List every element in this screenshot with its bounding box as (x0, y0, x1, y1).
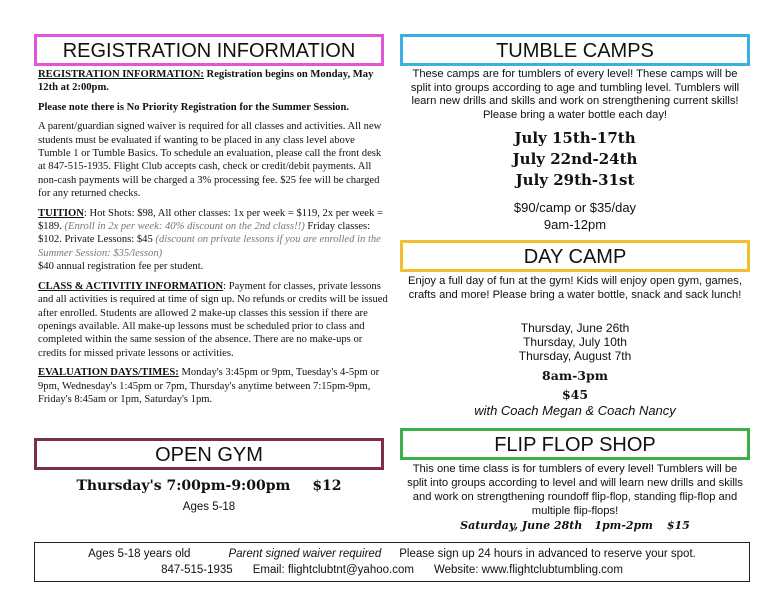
registration-text: Registration begins on Monday, May 12th at 2:00pm. (38, 69, 374, 94)
tuition-private-note: (discount on private lessons if you are enrolled in the Summer Session: $35/lesson) (38, 234, 381, 259)
tumble-camps-title: TUMBLE CAMPS (400, 34, 750, 66)
evaluation-label: EVALUATION DAYS/TIMES: (38, 367, 179, 379)
tuition-note: (Enroll in 2x per week: 40% discount on the 2nd class!!) (61, 221, 305, 233)
footer-line-1 (35, 546, 749, 562)
registration-title: REGISTRATION INFORMATION (34, 34, 384, 66)
day-camp-date: Thursday, July 10th (523, 335, 627, 349)
tumble-camps-description: These camps are for tumblers of every level! These camps will be split into groups according to age and tumbling level. Tumblers will learn new drills and skills and work on strengthening current skills! Please bring a water bottle each day! (410, 68, 740, 121)
day-camp-description: Enjoy a full day of fun at the gym! Kids will enjoy open gym, games, crafts and more! Please bring a water bottle, snack and sack lunch! (408, 275, 742, 301)
day-camp-time: 8am-3pm (542, 368, 608, 383)
footer-waiver: Parent signed waiver required (228, 548, 382, 560)
day-camp-coaches: with Coach Megan & Coach Nancy (474, 403, 676, 418)
tuition-text: : Hot Shots: $98, All other classes: 1x per week = $119, 2x per week = $189. (38, 207, 383, 233)
open-gym-time: Thursday's 7:00pm-9:00pm (76, 478, 291, 494)
class-info-label: CLASS & ACTIVITIY INFORMATION (38, 280, 224, 292)
annual-fee: $40 annual registration fee per student. (38, 261, 204, 273)
open-gym-title: OPEN GYM (34, 438, 384, 470)
tuition-label: TUITION (38, 207, 84, 219)
tumble-date: July 15th-17th (514, 129, 636, 147)
day-camp-time-price (402, 366, 748, 404)
day-camp-price: $45 (561, 387, 589, 402)
registration-label: REGISTRATION INFORMATION: (38, 69, 204, 80)
footer-ages: Ages 5-18 years old (88, 548, 191, 560)
registration-paragraph (38, 68, 388, 95)
tuition-friday: Friday classes: $102. Private Lessons: $45 (38, 221, 371, 246)
footer-info-box (34, 542, 750, 582)
priority-note: Please note there is No Priority Registration for the Summer Session. (38, 101, 349, 113)
footer-website: Website: www.flightclubtumbling.com (433, 564, 623, 576)
tumble-camps-dates (402, 128, 748, 191)
day-camp-date: Thursday, August 7th (518, 349, 632, 363)
open-gym-schedule (34, 476, 384, 496)
class-info-text: : Payment for classes, private lessons and all activities is required at time of sign up. No refunds or credits will be issued after enrolled. Students are allowed 2 make-up classes this session if there are openings available. All make-up lessons must be scheduled prior to class and completed within the same session of the absence. There are no make-ups or credits for missed private lessons or activities. (38, 280, 388, 359)
flip-flop-date: Saturday, June 28th (460, 519, 583, 532)
day-camp-dates (402, 321, 748, 363)
flip-flop-shop-description: This one time class is for tumblers of every level! Tumblers will be split into groups according to level and will learn new drills and skills and work on strengthening roundoff flip-flop, standing flip-flop and multiple flip-flops! (407, 463, 743, 517)
evaluation-text: Monday's 3:45pm or 9pm, Tuesday's 4-5pm or 9pm, Wednesday's 1:45pm or 7pm, Thursday's anytime between 7:15pm-9pm, Friday's 8:45am or 1pm, Saturday's 1pm. (38, 367, 380, 405)
open-gym-price: $12 (312, 478, 342, 494)
flip-flop-time: 1pm-2pm (594, 519, 653, 532)
tumble-price: $90/camp or $35/day (513, 200, 637, 215)
tuition-paragraph (38, 207, 388, 261)
registration-section (38, 68, 388, 412)
tumble-camps-pricing (402, 199, 748, 233)
footer-email: Email: flightclubtnt@yahoo.com (252, 564, 414, 576)
flip-flop-price: $15 (666, 519, 690, 532)
footer-signup: Please sign up 24 hours in advanced to reserve your spot. (399, 548, 696, 560)
flip-flop-shop-schedule (402, 519, 748, 533)
waiver-paragraph: A parent/guardian signed waiver is required for all classes and activities. All new students must be evaluated if wanting to be placed in any class level above Tumble 1 or Tumble Basics. To schedule an evaluation, please call the front desk at 847-515-1935. Flight Club accepts cash, check or credit/debit payments. All non-cash payments will be charged a 3% processing fee. $25 fee will be charged for any returned checks. (38, 121, 382, 200)
footer-phone: 847-515-1935 (161, 564, 233, 576)
footer-line-2 (35, 562, 749, 578)
flip-flop-shop-title: FLIP FLOP SHOP (400, 428, 750, 460)
tumble-time: 9am-12pm (543, 217, 607, 232)
tumble-date: July 29th-31st (515, 171, 635, 189)
day-camp-date: Thursday, June 26th (520, 321, 630, 335)
class-info-paragraph (38, 280, 388, 360)
tumble-date: July 22nd-24th (512, 150, 638, 168)
evaluation-paragraph (38, 366, 388, 406)
open-gym-ages: Ages 5-18 (182, 501, 236, 513)
day-camp-title: DAY CAMP (400, 240, 750, 272)
